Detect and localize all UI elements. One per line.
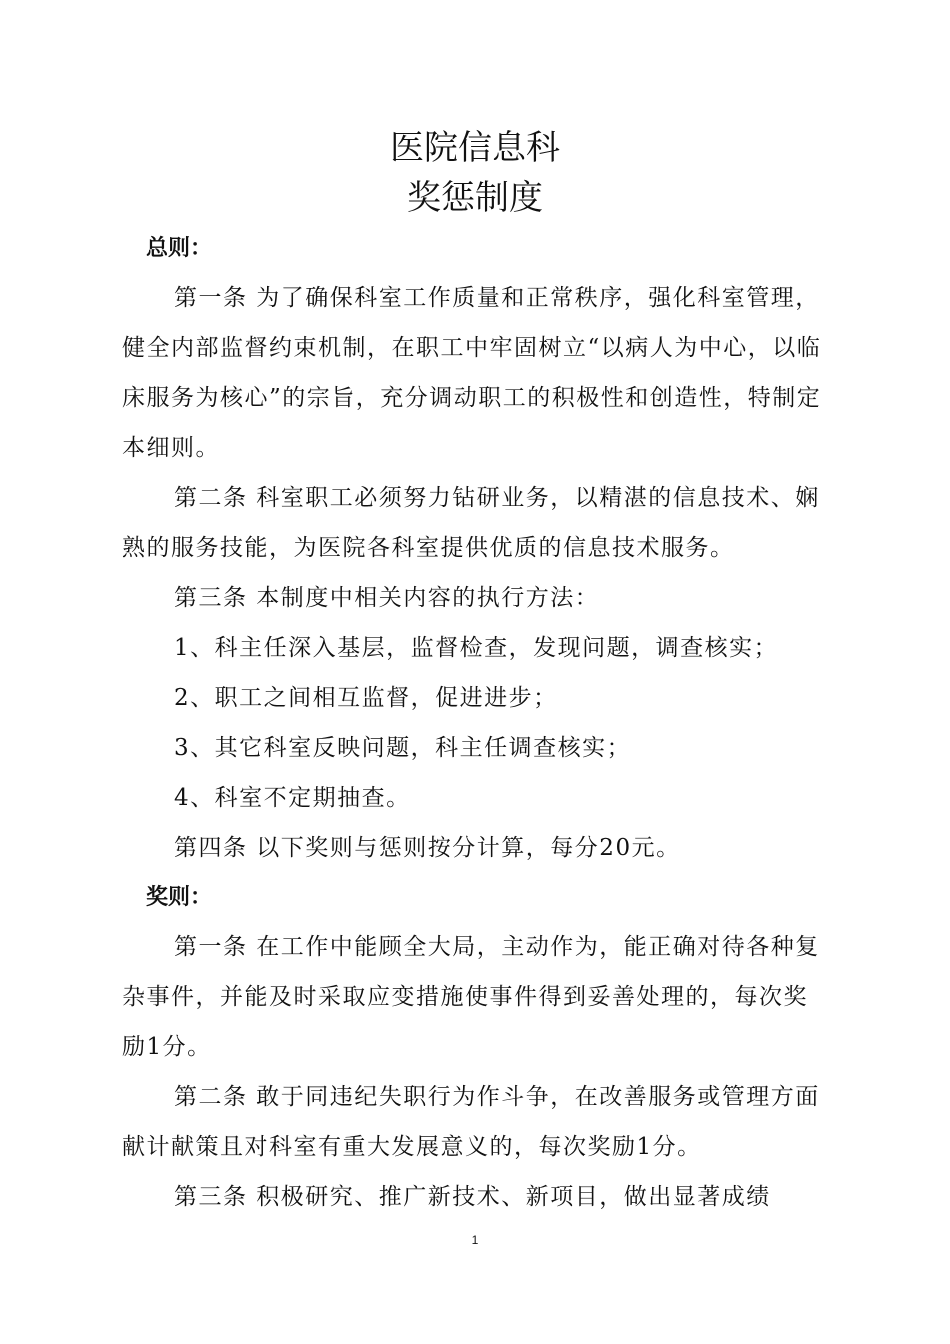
method-item: 3、其它科室反映问题，科主任调查核实； bbox=[174, 735, 632, 761]
rewards-article-1: 第一条 在工作中能顾全大局，主动作为，能正确对待各种复杂事件，并能及时采取应变措施使事件得到妥善处理的，每次奖励1分。 bbox=[122, 934, 820, 1060]
rewards-article-3: 第三条 积极研究、推广新技术、新项目，做出显著成绩 bbox=[174, 1184, 771, 1210]
method-item: 1、科主任深入基层，监督检查，发现问题，调查核实； bbox=[174, 635, 779, 661]
rewards-article-2: 第二条 敢于同违纪失职行为作斗争，在改善服务或管理方面献计献策且对科室有重大发展意义的，每次奖励1分。 bbox=[122, 1084, 820, 1160]
page-number: 1 bbox=[471, 1233, 479, 1247]
section-heading-general: 总则： bbox=[146, 236, 213, 261]
method-item: 2、职工之间相互监督，促进进步； bbox=[174, 685, 558, 711]
general-article-1: 第一条 为了确保科室工作质量和正常秩序，强化科室管理，健全内部监督约束机制，在职工中牢固树立“以病人为中心，以临床服务为核心”的宗旨，充分调动职工的积极性和创造性，特制定本细则。 bbox=[122, 285, 822, 461]
method-item: 4、科室不定期抽查。 bbox=[174, 785, 411, 811]
general-article-4: 第四条 以下奖则与惩则按分计算，每分20元。 bbox=[174, 835, 681, 861]
general-article-2: 第二条 科室职工必须努力钻研业务，以精湛的信息技术、娴熟的服务技能，为医院各科室提供优质的信息技术服务。 bbox=[122, 485, 820, 561]
section-heading-rewards: 奖则： bbox=[146, 885, 213, 910]
general-article-3: 第三条 本制度中相关内容的执行方法： bbox=[174, 585, 600, 611]
document-title-line2: 奖惩制度 bbox=[407, 178, 543, 218]
document-title-line1: 医院信息科 bbox=[390, 128, 560, 168]
